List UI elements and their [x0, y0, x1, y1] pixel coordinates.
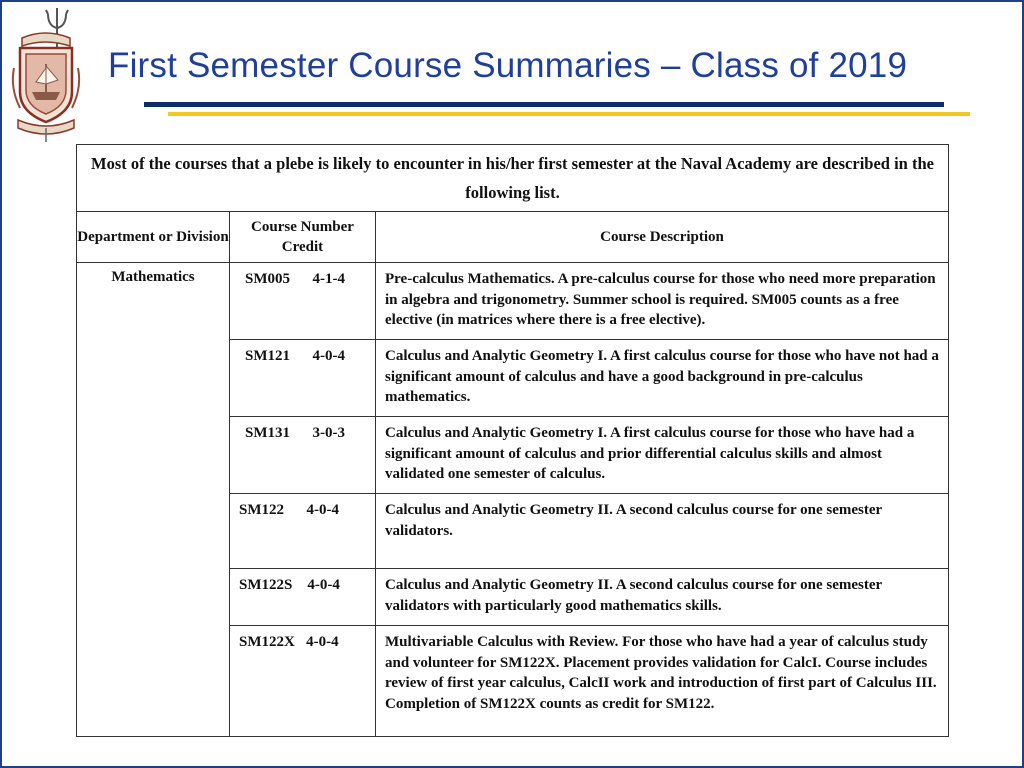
- header-course-number-credit: Course Number Credit: [230, 212, 376, 263]
- course-number-credit: SM122 4-0-4: [230, 494, 376, 569]
- table-row: [77, 263, 949, 340]
- course-number-credit: SM005 4-1-4: [230, 263, 376, 340]
- course-description: Calculus and Analytic Geometry I. A first calculus course for those who have had a significant amount of calculus and prior differential calculus skills and almost validated one semester of calculus.: [376, 417, 949, 494]
- table-header-row: [77, 212, 949, 263]
- course-description: Calculus and Analytic Geometry I. A first calculus course for those who have not had a significant amount of calculus and have a good background in pre-calculus mathematics.: [376, 340, 949, 417]
- naval-academy-crest-icon: [8, 8, 82, 144]
- course-description: Pre-calculus Mathematics. A pre-calculus course for those who need more preparation in algebra and trigonometry. Summer school is required. SM005 counts as a free elective (in matrices where there is a free elective).: [376, 263, 949, 340]
- course-number-credit: SM122S 4-0-4: [230, 569, 376, 626]
- course-description: Multivariable Calculus with Review. For those who have had a year of calculus study and volunteer for SM122X. Placement provides validation for CalcI. Course includes review of first year calculus, CalcII work and introduction of first part of Calculus III. Completion of SM122X counts as credit for SM122.: [376, 626, 949, 737]
- header-department: Department or Division: [77, 212, 230, 263]
- title-underline-gold: [168, 112, 970, 116]
- course-description: Calculus and Analytic Geometry II. A second calculus course for one semester validators.: [376, 494, 949, 569]
- course-number-credit: SM121 4-0-4: [230, 340, 376, 417]
- course-description: Calculus and Analytic Geometry II. A second calculus course for one semester validators with particularly good mathematics skills.: [376, 569, 949, 626]
- title-underline-blue: [144, 102, 944, 107]
- course-table: [76, 144, 949, 737]
- department-mathematics: Mathematics: [77, 263, 230, 737]
- slide-title: First Semester Course Summaries – Class of 2019: [108, 46, 908, 85]
- table-intro-row: [77, 145, 949, 212]
- table-intro: Most of the courses that a plebe is likely to encounter in his/her first semester at the Naval Academy are described in the following list.: [77, 145, 949, 212]
- course-number-credit: SM131 3-0-3: [230, 417, 376, 494]
- header-course-description: Course Description: [376, 212, 949, 263]
- course-number-credit: SM122X 4-0-4: [230, 626, 376, 737]
